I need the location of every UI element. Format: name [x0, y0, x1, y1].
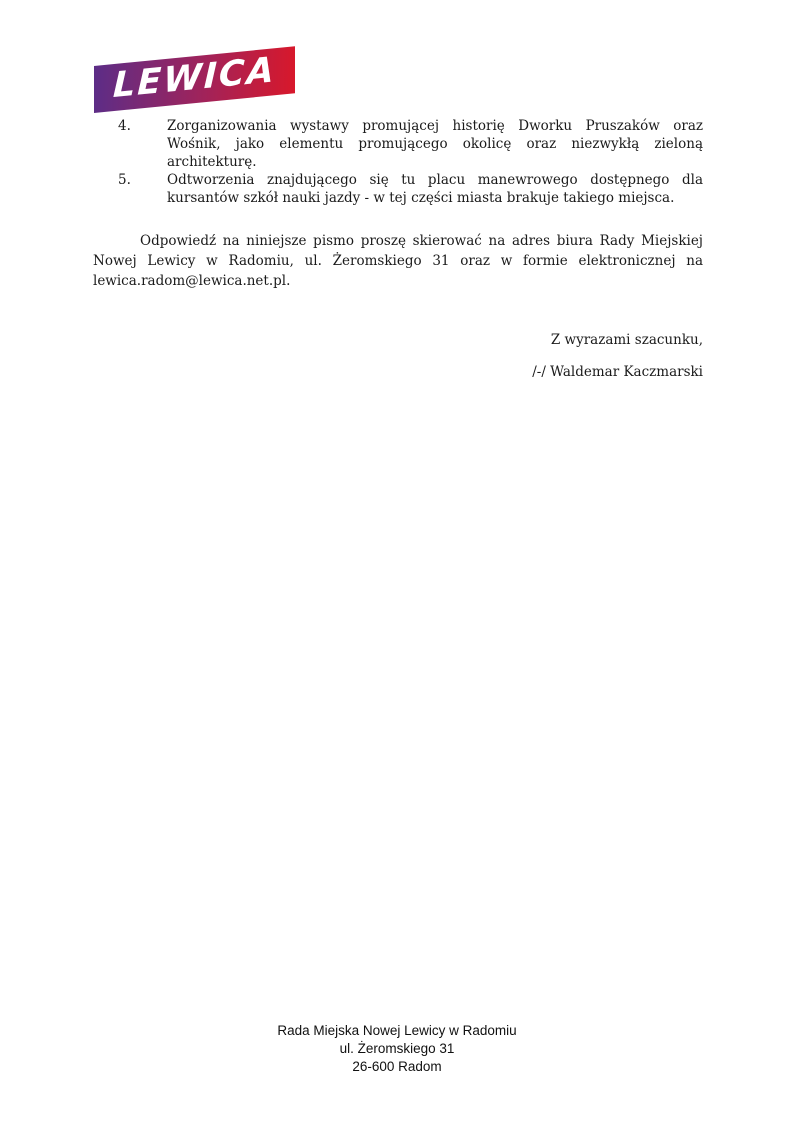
closing-block — [532, 330, 703, 382]
list-item-number: 5. — [118, 172, 131, 188]
footer-org-name: Rada Miejska Nowej Lewicy w Radomiu — [277, 1023, 517, 1038]
lewica-logo — [94, 46, 295, 113]
list-item — [93, 117, 703, 171]
closing-salutation: Z wyrazami szacunku, — [550, 332, 703, 348]
demands-list — [93, 117, 703, 207]
list-item-text: Odtworzenia znajdującego się tu placu manewrowego dostępnego dla kursantów szkół nauki jazdy - w tej części miasta brakuje takiego miejsca. — [167, 172, 703, 206]
list-item-text: Zorganizowania wystawy promującej historię Dworku Pruszaków oraz Wośnik, jako elementu promującego okolicę oraz niezwykłą zieloną architekturę. — [167, 118, 703, 170]
footer-address — [0, 1022, 794, 1076]
list-item — [93, 171, 703, 207]
footer-street: ul. Żeromskiego 31 — [339, 1041, 455, 1056]
lewica-logo-text: LEWICA — [112, 49, 277, 106]
closing-signature: /-/ Waldemar Kaczmarski — [532, 364, 703, 380]
footer-city: 26-600 Radom — [352, 1059, 442, 1074]
reply-instructions-paragraph: Odpowiedź na niniejsze pismo proszę skierować na adres biura Rady Miejskiej Nowej Lewicy w Radomiu, ul. Żeromskiego 31 oraz w formie elektronicznej na lewica.radom@lewica.net.pl. — [93, 233, 703, 289]
list-item-number: 4. — [118, 118, 131, 134]
